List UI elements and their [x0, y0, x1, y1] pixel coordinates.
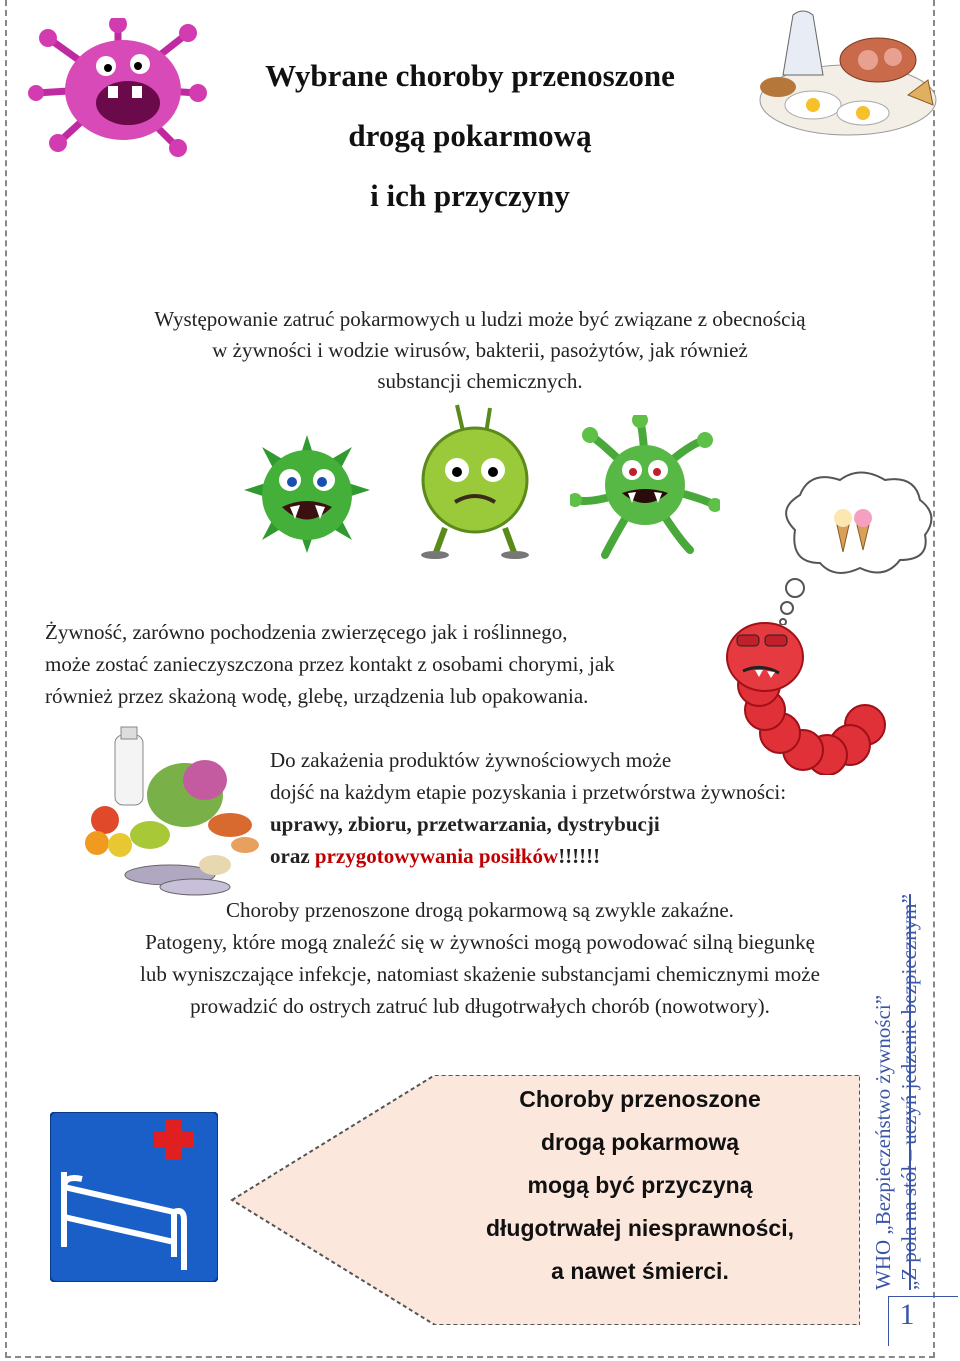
breakfast-food-image — [738, 5, 938, 140]
paragraph-line: lub wyniszczające infekcje, natomiast skażenie substancjami chemicznymi może — [140, 962, 820, 986]
sidebar-line: WHO „Bezpieczeństwo żywności” — [871, 994, 895, 1290]
sidebar-line: „Z pola na stół – uczyń jedzenie bezpiecznym” — [897, 894, 921, 1290]
intro-paragraph — [60, 304, 900, 397]
paragraph-line: prowadzić do ostrych zatruć lub długotrwałych chorób (nowotwory). — [190, 994, 770, 1018]
food-products-image — [75, 725, 265, 905]
contamination-stages-paragraph — [270, 744, 910, 872]
thought-bubble-icon — [765, 470, 935, 625]
callout-line: mogą być przyczyną — [527, 1172, 753, 1198]
page-number-divider — [888, 1296, 889, 1346]
diseases-paragraph — [60, 894, 900, 1022]
callout-line: drogą pokarmową — [540, 1129, 740, 1155]
sidebar-source-text — [870, 894, 922, 1290]
title-line-3: i ich przyczyny — [370, 178, 570, 213]
callout-text — [440, 1078, 840, 1293]
paragraph-line-bold: uprawy, zbioru, przetwarzania, dystrybucji — [270, 812, 660, 836]
paragraph-line: również przez skażoną wodę, glebę, urządzenia lub opakowania. — [45, 684, 589, 708]
paragraph-line: Patogeny, które mogą znaleźć się w żywności mogą powodować silną biegunkę — [145, 930, 815, 954]
intro-line: substancji chemicznych. — [377, 369, 583, 393]
page-number-divider — [888, 1296, 958, 1297]
paragraph-line: Do zakażenia produktów żywnościowych może — [270, 748, 672, 772]
callout-line: a nawet śmierci. — [551, 1258, 729, 1284]
hairy-germ-icon — [395, 400, 555, 560]
paragraph-line: może zostać zanieczyszczona przez kontakt z osobami chorymi, jak — [45, 652, 615, 676]
tentacle-germ-icon — [570, 415, 720, 560]
title-line-2: drogą pokarmową — [348, 118, 592, 153]
hospital-bed-sign-icon — [50, 1112, 218, 1282]
page-number: 1 — [899, 1298, 915, 1331]
contamination-sources-paragraph — [45, 616, 725, 712]
exclamation-marks: !!!!!! — [558, 844, 601, 868]
spiky-germ-icon — [240, 435, 375, 555]
callout-line: Choroby przenoszone — [519, 1086, 761, 1112]
title-line-1: Wybrane choroby przenoszone — [265, 58, 675, 93]
intro-line: w żywności i wodzie wirusów, bakterii, pasożytów, jak również — [212, 338, 748, 362]
paragraph-line: Żywność, zarówno pochodzenia zwierzęcego jak i roślinnego, — [45, 620, 568, 644]
paragraph-text-bold: oraz — [270, 844, 315, 868]
intro-line: Występowanie zatruć pokarmowych u ludzi może być związane z obecnością — [154, 307, 806, 331]
highlight-meal-preparation: przygotowywania posiłków — [314, 844, 559, 868]
paragraph-line: dojść na każdym etapie pozyskania i przetwórstwa żywności: — [270, 780, 787, 804]
paragraph-line: Choroby przenoszone drogą pokarmową są zwykle zakaźne. — [226, 898, 734, 922]
callout-line: długotrwałej niesprawności, — [485, 1215, 794, 1241]
pink-virus-icon — [28, 18, 208, 158]
